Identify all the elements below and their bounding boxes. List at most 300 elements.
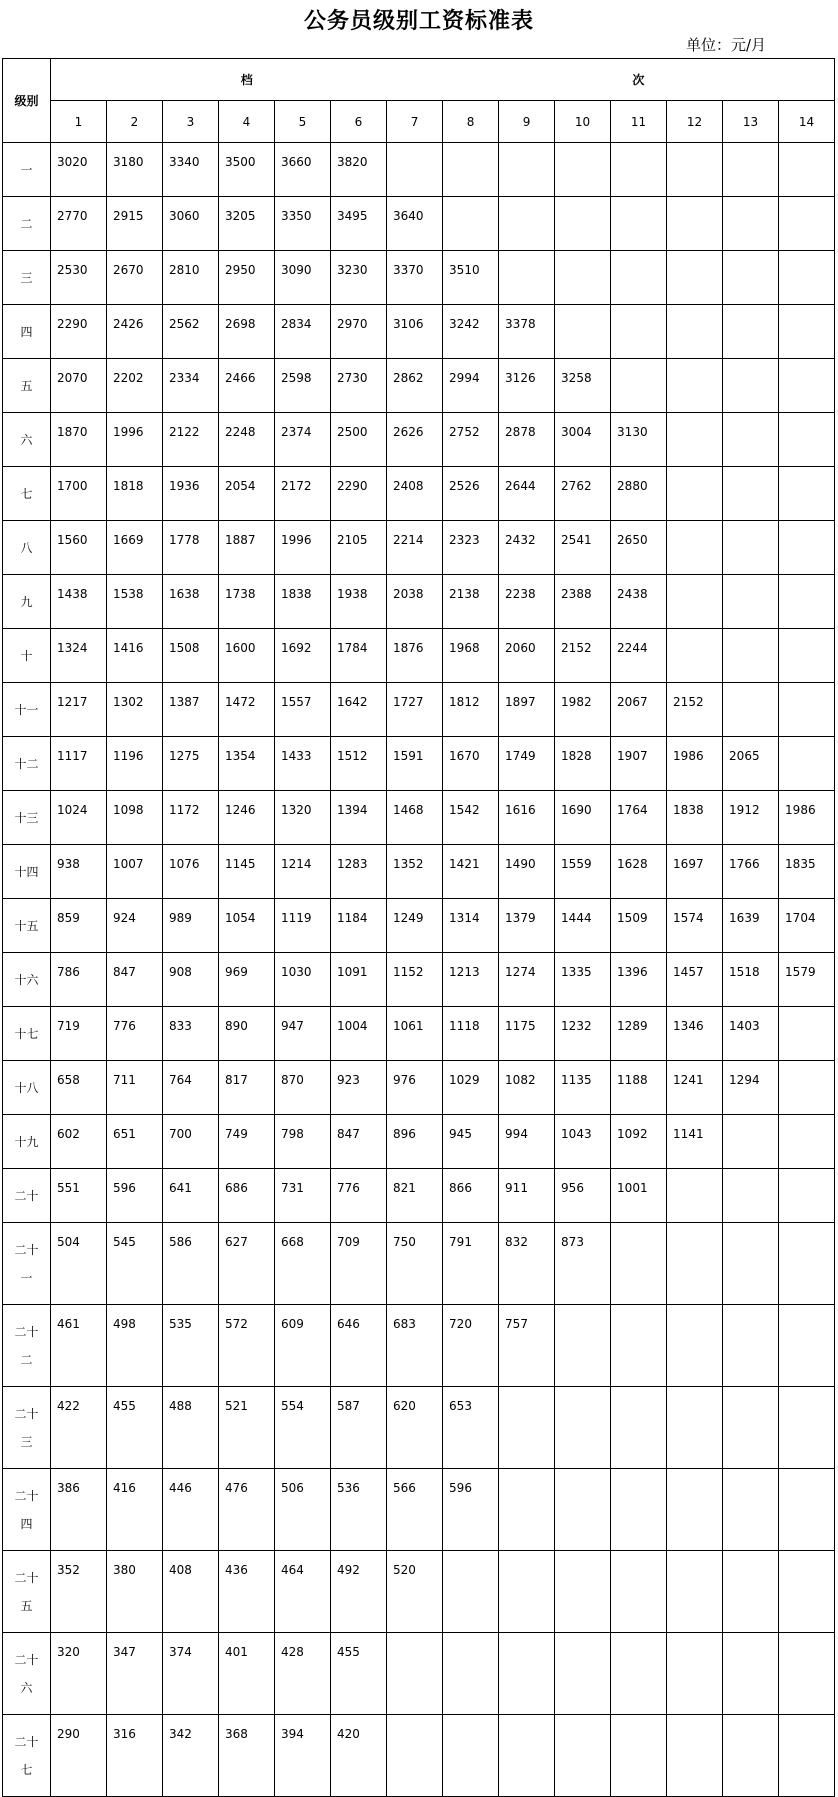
step-header-cell: 10 — [555, 101, 611, 143]
salary-cell — [779, 197, 835, 251]
salary-cell: 817 — [219, 1061, 275, 1115]
salary-cell: 1968 — [443, 629, 499, 683]
salary-cell: 1403 — [723, 1007, 779, 1061]
salary-cell: 2644 — [499, 467, 555, 521]
salary-cell: 1184 — [331, 899, 387, 953]
salary-cell: 1217 — [51, 683, 107, 737]
salary-cell: 2122 — [163, 413, 219, 467]
salary-cell — [667, 521, 723, 575]
salary-cell: 1119 — [275, 899, 331, 953]
salary-cell: 2432 — [499, 521, 555, 575]
salary-cell: 521 — [219, 1387, 275, 1469]
salary-cell — [667, 1551, 723, 1633]
table-row — [3, 629, 835, 683]
salary-cell — [723, 1305, 779, 1387]
salary-cell: 1213 — [443, 953, 499, 1007]
salary-cell: 2290 — [51, 305, 107, 359]
salary-cell — [723, 251, 779, 305]
level-cell: 十一 — [3, 683, 51, 737]
salary-cell — [499, 1469, 555, 1551]
salary-cell: 1416 — [107, 629, 163, 683]
salary-cell: 374 — [163, 1633, 219, 1715]
page-title: 公务员级别工资标准表 — [303, 8, 534, 34]
table-row — [3, 1469, 835, 1551]
salary-cell: 2105 — [331, 521, 387, 575]
salary-cell: 749 — [219, 1115, 275, 1169]
salary-cell: 1324 — [51, 629, 107, 683]
unit-label: 单位：元/月 — [686, 36, 767, 54]
salary-cell: 1172 — [163, 791, 219, 845]
table-row — [3, 413, 835, 467]
salary-cell — [723, 575, 779, 629]
salary-cell — [779, 1715, 835, 1797]
salary-cell: 416 — [107, 1469, 163, 1551]
salary-cell — [499, 1633, 555, 1715]
salary-cell: 596 — [107, 1169, 163, 1223]
salary-cell — [611, 1715, 667, 1797]
salary-cell: 352 — [51, 1551, 107, 1633]
salary-cell: 731 — [275, 1169, 331, 1223]
salary-cell: 1692 — [275, 629, 331, 683]
salary-cell: 1669 — [107, 521, 163, 575]
salary-cell — [667, 1715, 723, 1797]
salary-table — [2, 58, 835, 1797]
salary-cell: 3180 — [107, 143, 163, 197]
salary-cell: 1135 — [555, 1061, 611, 1115]
level-cell: 二十一 — [3, 1223, 51, 1305]
salary-cell: 1764 — [611, 791, 667, 845]
salary-cell — [723, 143, 779, 197]
table-row — [3, 143, 835, 197]
salary-cell: 3510 — [443, 251, 499, 305]
salary-cell: 2290 — [331, 467, 387, 521]
salary-cell: 498 — [107, 1305, 163, 1387]
table-row — [3, 1061, 835, 1115]
salary-cell: 1518 — [723, 953, 779, 1007]
step-header-cell: 6 — [331, 101, 387, 143]
table-row — [3, 1007, 835, 1061]
salary-cell: 2070 — [51, 359, 107, 413]
salary-cell: 2526 — [443, 467, 499, 521]
salary-cell: 3060 — [163, 197, 219, 251]
salary-cell — [387, 143, 443, 197]
salary-cell: 1512 — [331, 737, 387, 791]
salary-cell: 2762 — [555, 467, 611, 521]
salary-cell: 1835 — [779, 845, 835, 899]
salary-cell — [499, 251, 555, 305]
table-row — [3, 521, 835, 575]
salary-cell: 1346 — [667, 1007, 723, 1061]
salary-cell — [723, 359, 779, 413]
salary-cell: 866 — [443, 1169, 499, 1223]
salary-cell: 2238 — [499, 575, 555, 629]
salary-cell: 1784 — [331, 629, 387, 683]
header-group-row — [3, 59, 835, 101]
salary-cell: 455 — [331, 1633, 387, 1715]
salary-cell — [779, 1007, 835, 1061]
salary-cell: 1302 — [107, 683, 163, 737]
salary-cell: 1642 — [331, 683, 387, 737]
salary-cell: 1118 — [443, 1007, 499, 1061]
step-header-cell: 11 — [611, 101, 667, 143]
salary-cell: 2562 — [163, 305, 219, 359]
salary-cell — [667, 1169, 723, 1223]
salary-cell: 401 — [219, 1633, 275, 1715]
salary-cell: 1352 — [387, 845, 443, 899]
salary-cell: 2770 — [51, 197, 107, 251]
salary-cell: 2950 — [219, 251, 275, 305]
salary-cell: 776 — [107, 1007, 163, 1061]
salary-cell — [443, 143, 499, 197]
salary-cell — [779, 143, 835, 197]
salary-cell: 976 — [387, 1061, 443, 1115]
salary-cell: 1249 — [387, 899, 443, 953]
salary-cell — [723, 1715, 779, 1797]
salary-cell — [611, 1469, 667, 1551]
salary-cell: 551 — [51, 1169, 107, 1223]
salary-cell — [779, 737, 835, 791]
salary-cell: 890 — [219, 1007, 275, 1061]
salary-cell: 1690 — [555, 791, 611, 845]
salary-cell: 1092 — [611, 1115, 667, 1169]
salary-cell: 422 — [51, 1387, 107, 1469]
salary-cell: 786 — [51, 953, 107, 1007]
level-cell: 十五 — [3, 899, 51, 953]
salary-cell: 1897 — [499, 683, 555, 737]
salary-cell: 1457 — [667, 953, 723, 1007]
salary-cell: 653 — [443, 1387, 499, 1469]
salary-cell: 1818 — [107, 467, 163, 521]
table-row — [3, 1305, 835, 1387]
salary-cell: 290 — [51, 1715, 107, 1797]
salary-cell: 455 — [107, 1387, 163, 1469]
salary-cell — [723, 1633, 779, 1715]
salary-cell: 1628 — [611, 845, 667, 899]
salary-cell: 3126 — [499, 359, 555, 413]
salary-cell: 1766 — [723, 845, 779, 899]
step-header-cell: 8 — [443, 101, 499, 143]
salary-cell: 520 — [387, 1551, 443, 1633]
salary-cell: 3230 — [331, 251, 387, 305]
salary-cell: 2530 — [51, 251, 107, 305]
step-header-cell: 13 — [723, 101, 779, 143]
salary-cell: 2388 — [555, 575, 611, 629]
salary-cell: 1870 — [51, 413, 107, 467]
salary-cell — [779, 1551, 835, 1633]
salary-cell — [611, 359, 667, 413]
salary-cell: 1509 — [611, 899, 667, 953]
salary-cell: 750 — [387, 1223, 443, 1305]
salary-cell — [611, 197, 667, 251]
level-cell: 十 — [3, 629, 51, 683]
level-cell: 十七 — [3, 1007, 51, 1061]
salary-cell: 347 — [107, 1633, 163, 1715]
salary-cell — [779, 1469, 835, 1551]
salary-cell: 1029 — [443, 1061, 499, 1115]
salary-cell — [555, 1715, 611, 1797]
level-header: 级别 — [3, 59, 51, 143]
salary-cell: 1394 — [331, 791, 387, 845]
salary-cell: 833 — [163, 1007, 219, 1061]
salary-cell: 1241 — [667, 1061, 723, 1115]
salary-cell: 3500 — [219, 143, 275, 197]
salary-cell: 2834 — [275, 305, 331, 359]
salary-cell: 1704 — [779, 899, 835, 953]
salary-cell: 1936 — [163, 467, 219, 521]
salary-cell — [443, 197, 499, 251]
salary-cell: 428 — [275, 1633, 331, 1715]
salary-cell — [667, 143, 723, 197]
salary-cell: 2626 — [387, 413, 443, 467]
table-row — [3, 359, 835, 413]
salary-cell: 1082 — [499, 1061, 555, 1115]
salary-cell: 1996 — [107, 413, 163, 467]
salary-cell: 1091 — [331, 953, 387, 1007]
level-cell: 六 — [3, 413, 51, 467]
salary-cell: 2878 — [499, 413, 555, 467]
salary-cell: 873 — [555, 1223, 611, 1305]
level-cell: 一 — [3, 143, 51, 197]
table-row — [3, 791, 835, 845]
salary-cell: 2752 — [443, 413, 499, 467]
salary-cell: 1421 — [443, 845, 499, 899]
level-cell: 二十四 — [3, 1469, 51, 1551]
salary-cell: 1838 — [275, 575, 331, 629]
salary-cell: 1982 — [555, 683, 611, 737]
salary-cell — [555, 1633, 611, 1715]
step-header-cell: 1 — [51, 101, 107, 143]
salary-cell: 1275 — [163, 737, 219, 791]
salary-cell: 1472 — [219, 683, 275, 737]
salary-cell: 1320 — [275, 791, 331, 845]
salary-cell: 1387 — [163, 683, 219, 737]
salary-cell — [499, 1715, 555, 1797]
salary-cell: 3205 — [219, 197, 275, 251]
salary-cell: 956 — [555, 1169, 611, 1223]
salary-cell: 2138 — [443, 575, 499, 629]
salary-cell: 668 — [275, 1223, 331, 1305]
salary-cell: 2650 — [611, 521, 667, 575]
salary-cell — [667, 359, 723, 413]
salary-cell — [723, 413, 779, 467]
step-header-cell: 7 — [387, 101, 443, 143]
salary-cell — [499, 197, 555, 251]
salary-cell — [667, 1469, 723, 1551]
salary-cell: 3378 — [499, 305, 555, 359]
level-cell: 二十二 — [3, 1305, 51, 1387]
salary-cell: 596 — [443, 1469, 499, 1551]
salary-cell: 408 — [163, 1551, 219, 1633]
salary-cell — [555, 1387, 611, 1469]
salary-cell: 1438 — [51, 575, 107, 629]
salary-cell: 535 — [163, 1305, 219, 1387]
salary-cell: 651 — [107, 1115, 163, 1169]
salary-cell: 1246 — [219, 791, 275, 845]
salary-cell — [723, 683, 779, 737]
salary-cell: 832 — [499, 1223, 555, 1305]
salary-cell — [723, 1551, 779, 1633]
salary-cell: 3370 — [387, 251, 443, 305]
header-steps-row — [3, 101, 835, 143]
salary-cell — [667, 305, 723, 359]
table-row — [3, 197, 835, 251]
salary-cell: 1232 — [555, 1007, 611, 1061]
salary-cell — [611, 251, 667, 305]
salary-cell — [779, 467, 835, 521]
salary-cell: 380 — [107, 1551, 163, 1633]
salary-cell: 572 — [219, 1305, 275, 1387]
salary-cell: 1574 — [667, 899, 723, 953]
table-row — [3, 1115, 835, 1169]
salary-cell: 923 — [331, 1061, 387, 1115]
salary-cell — [667, 1633, 723, 1715]
salary-cell — [779, 521, 835, 575]
salary-cell: 1828 — [555, 737, 611, 791]
salary-cell — [779, 1305, 835, 1387]
salary-cell — [723, 521, 779, 575]
salary-cell: 683 — [387, 1305, 443, 1387]
salary-cell: 3020 — [51, 143, 107, 197]
level-cell: 十二 — [3, 737, 51, 791]
salary-cell: 1289 — [611, 1007, 667, 1061]
salary-cell: 908 — [163, 953, 219, 1007]
salary-cell: 1887 — [219, 521, 275, 575]
salary-cell: 3130 — [611, 413, 667, 467]
level-cell: 二 — [3, 197, 51, 251]
salary-cell: 896 — [387, 1115, 443, 1169]
table-row — [3, 1715, 835, 1797]
salary-cell: 2994 — [443, 359, 499, 413]
salary-cell: 1444 — [555, 899, 611, 953]
salary-cell: 3820 — [331, 143, 387, 197]
table-row — [3, 467, 835, 521]
salary-cell: 1838 — [667, 791, 723, 845]
level-cell: 七 — [3, 467, 51, 521]
salary-cell — [723, 1387, 779, 1469]
salary-cell: 488 — [163, 1387, 219, 1469]
table-row — [3, 251, 835, 305]
salary-cell: 1117 — [51, 737, 107, 791]
salary-cell: 2172 — [275, 467, 331, 521]
salary-cell: 1314 — [443, 899, 499, 953]
salary-cell: 2500 — [331, 413, 387, 467]
salary-cell: 1294 — [723, 1061, 779, 1115]
salary-cell: 536 — [331, 1469, 387, 1551]
step-header-cell: 14 — [779, 101, 835, 143]
salary-cell: 320 — [51, 1633, 107, 1715]
table-row — [3, 953, 835, 1007]
salary-cell — [611, 1633, 667, 1715]
step-header-cell: 3 — [163, 101, 219, 143]
salary-cell — [779, 1387, 835, 1469]
salary-cell: 1145 — [219, 845, 275, 899]
salary-cell: 2408 — [387, 467, 443, 521]
table-row — [3, 1223, 835, 1305]
step-header-cell: 12 — [667, 101, 723, 143]
salary-cell: 791 — [443, 1223, 499, 1305]
salary-cell: 1061 — [387, 1007, 443, 1061]
level-cell: 十四 — [3, 845, 51, 899]
salary-cell: 709 — [331, 1223, 387, 1305]
salary-cell: 1876 — [387, 629, 443, 683]
salary-cell: 1054 — [219, 899, 275, 953]
salary-cell — [667, 1305, 723, 1387]
salary-cell: 1700 — [51, 467, 107, 521]
salary-cell — [723, 629, 779, 683]
salary-cell: 1938 — [331, 575, 387, 629]
salary-cell: 2038 — [387, 575, 443, 629]
salary-cell: 2054 — [219, 467, 275, 521]
salary-cell: 1152 — [387, 953, 443, 1007]
salary-cell: 461 — [51, 1305, 107, 1387]
salary-cell: 989 — [163, 899, 219, 953]
salary-cell: 2541 — [555, 521, 611, 575]
salary-cell: 554 — [275, 1387, 331, 1469]
salary-cell — [499, 1387, 555, 1469]
salary-cell: 969 — [219, 953, 275, 1007]
salary-cell: 1986 — [667, 737, 723, 791]
salary-cell: 646 — [331, 1305, 387, 1387]
salary-cell: 1749 — [499, 737, 555, 791]
salary-cell — [555, 197, 611, 251]
salary-cell: 368 — [219, 1715, 275, 1797]
salary-cell: 436 — [219, 1551, 275, 1633]
salary-cell — [611, 143, 667, 197]
level-cell: 九 — [3, 575, 51, 629]
table-row — [3, 845, 835, 899]
salary-cell: 1542 — [443, 791, 499, 845]
salary-cell: 1098 — [107, 791, 163, 845]
salary-cell: 1076 — [163, 845, 219, 899]
salary-cell — [667, 197, 723, 251]
salary-cell: 2060 — [499, 629, 555, 683]
salary-cell: 847 — [107, 953, 163, 1007]
level-cell: 二十五 — [3, 1551, 51, 1633]
salary-cell: 1490 — [499, 845, 555, 899]
salary-cell: 859 — [51, 899, 107, 953]
salary-cell — [723, 1115, 779, 1169]
salary-cell: 627 — [219, 1223, 275, 1305]
salary-cell — [779, 305, 835, 359]
salary-cell: 757 — [499, 1305, 555, 1387]
salary-cell: 1468 — [387, 791, 443, 845]
salary-cell — [779, 683, 835, 737]
salary-cell: 2067 — [611, 683, 667, 737]
salary-cell: 1024 — [51, 791, 107, 845]
salary-cell — [779, 629, 835, 683]
salary-cell — [723, 305, 779, 359]
salary-cell: 2466 — [219, 359, 275, 413]
table-row — [3, 737, 835, 791]
level-cell: 四 — [3, 305, 51, 359]
salary-cell — [555, 1305, 611, 1387]
salary-cell — [723, 197, 779, 251]
salary-cell: 2152 — [555, 629, 611, 683]
salary-cell: 1214 — [275, 845, 331, 899]
salary-cell: 3495 — [331, 197, 387, 251]
salary-cell: 2202 — [107, 359, 163, 413]
salary-cell: 2730 — [331, 359, 387, 413]
salary-cell: 3340 — [163, 143, 219, 197]
salary-cell: 947 — [275, 1007, 331, 1061]
salary-cell: 1335 — [555, 953, 611, 1007]
salary-cell: 3242 — [443, 305, 499, 359]
salary-cell: 764 — [163, 1061, 219, 1115]
salary-cell — [499, 1551, 555, 1633]
level-cell: 二十七 — [3, 1715, 51, 1797]
salary-cell: 2970 — [331, 305, 387, 359]
salary-cell: 945 — [443, 1115, 499, 1169]
